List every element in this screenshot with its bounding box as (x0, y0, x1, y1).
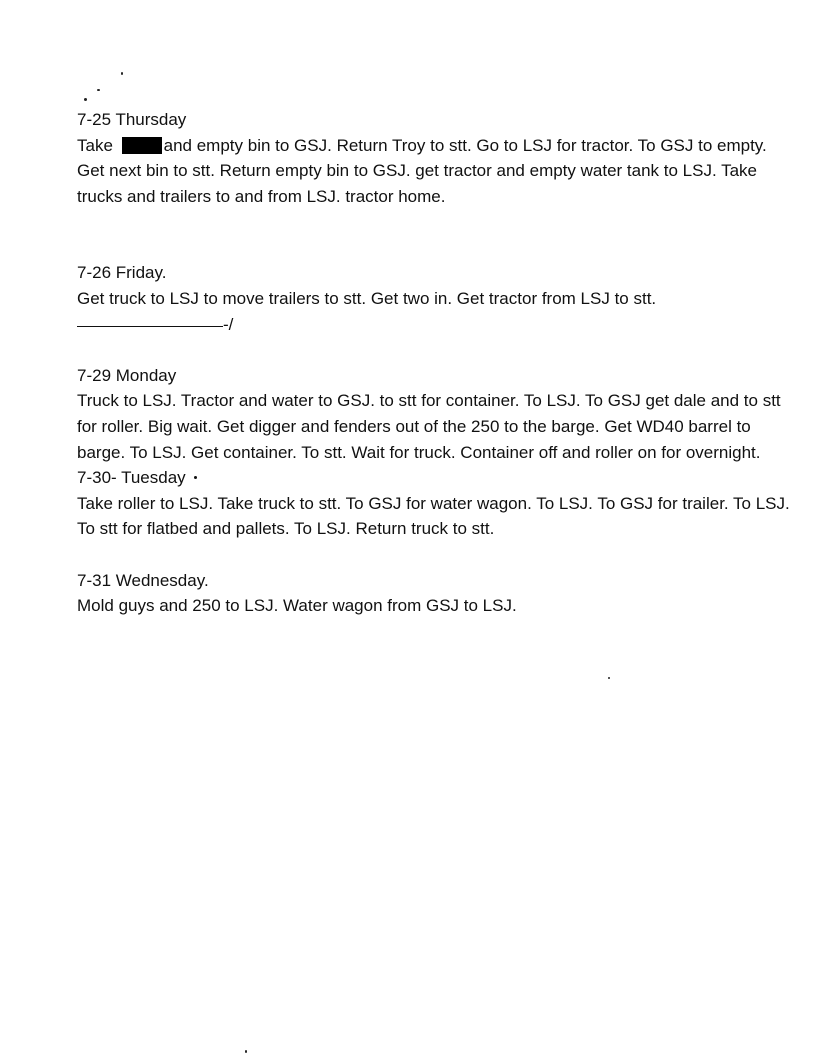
stray-dot (194, 476, 197, 479)
document-page (77, 107, 797, 619)
rule-line (77, 326, 223, 328)
entry-body-start: Take (77, 135, 118, 155)
scan-speck (608, 677, 610, 679)
entry-body: Get truck to LSJ to move trailers to stt. Get two in. Get tractor from LSJ to stt. (77, 288, 657, 308)
redaction-block (122, 137, 162, 154)
entry-heading: 7-29 Monday (77, 365, 177, 385)
entry-heading: 7-26 Friday. (77, 263, 167, 283)
entry-body: Take roller to LSJ. Take truck to stt. To GSJ for water wagon. To LSJ. To GSJ for trailer. To LSJ. To stt for flatbed and pallets. To LSJ. Return truck to stt. (77, 493, 790, 539)
log-entry-friday (77, 260, 797, 337)
entry-heading: 7-25 Thursday (77, 110, 187, 129)
log-entry-thursday (77, 107, 797, 209)
scan-speck (121, 72, 123, 75)
rule-end: -/ (223, 314, 234, 334)
scan-speck (97, 89, 100, 91)
entry-body: Mold guys and 250 to LSJ. Water wagon from GSJ to LSJ. (77, 596, 517, 616)
log-entry-monday (77, 363, 797, 465)
entry-heading-row (77, 465, 797, 491)
entry-heading: 7-30- Tuesday (77, 468, 186, 488)
scan-speck (245, 1050, 247, 1053)
entry-body: Truck to LSJ. Tractor and water to GSJ. to stt for container. To LSJ. To GSJ get dale and to stt for roller. Big wait. Get digger and fenders out of the 250 to the barge. Get WD40 barrel to barge. To LSJ. Get container. To stt. Wait for truck. Container off and roller on for overnight. (77, 391, 781, 462)
scan-speck (84, 98, 87, 101)
log-entry-tuesday (77, 465, 797, 542)
entry-body (77, 133, 797, 210)
entry-heading: 7-31 Wednesday. (77, 570, 209, 590)
log-entry-wednesday (77, 568, 797, 619)
hand-drawn-rule (77, 312, 797, 338)
entry-body-rest: and empty bin to GSJ. Return Troy to stt. Go to LSJ for tractor. To GSJ to empty. Get next bin to stt. Return empty bin to GSJ. get tractor and empty water tank to LSJ. Take trucks and trailers to and from LSJ. tractor home. (77, 135, 767, 206)
